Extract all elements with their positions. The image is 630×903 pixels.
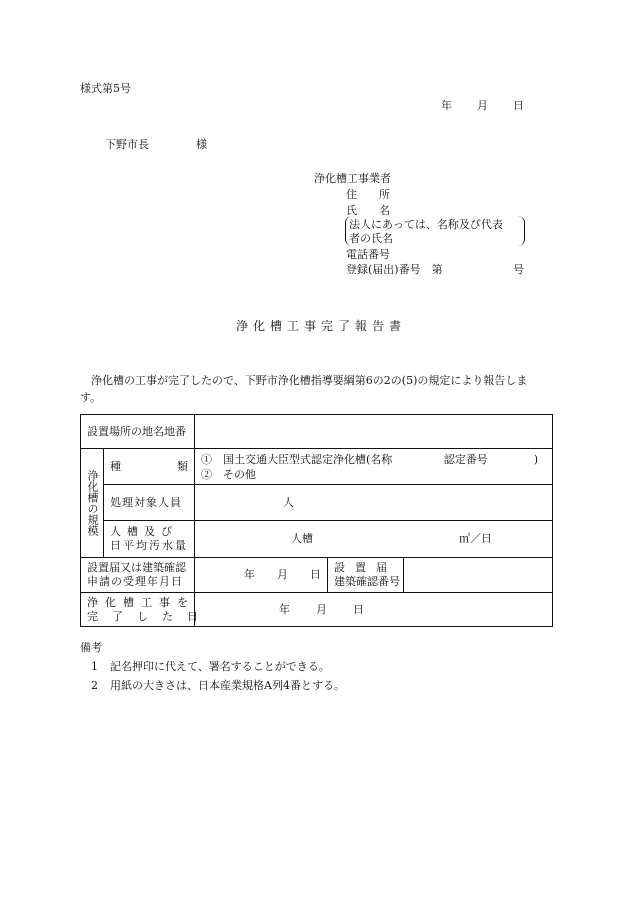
table-row (81, 521, 553, 558)
date-day-label: 日 (513, 99, 524, 112)
completion-day: 日 (353, 602, 364, 616)
building-number-cell[interactable] (404, 558, 553, 593)
contractor-address-label: 住 所 (346, 188, 390, 201)
notice-label (81, 558, 195, 593)
contractor-registration-suffix: 号 (513, 263, 524, 276)
addressee-mayor: 下野市長 (105, 138, 149, 151)
body-text-line1: 浄化槽の工事が完了したので、下野市浄化槽指導要綱第6の2の(5)の規定により報告しま (91, 374, 528, 387)
flow-label (104, 521, 195, 558)
completion-month: 月 (316, 602, 327, 616)
table-row (81, 415, 553, 449)
completion-label (81, 593, 212, 627)
building-label (328, 558, 404, 593)
type-label-a: 種 (110, 459, 121, 473)
notice-label-line1: 設置届又は建築確認 (87, 561, 186, 574)
type-option1-cert: 認定番号 (443, 452, 488, 466)
capacity-unit: 人 (283, 495, 294, 509)
location-value-cell[interactable] (195, 415, 553, 449)
corporate-note-line1: 法人にあっては、名称及び代表 (349, 218, 503, 231)
document-title: 浄化槽工事完了報告書 (236, 319, 407, 333)
building-label-line2: 建築確認番号 (334, 575, 400, 588)
contractor-phone-label: 電話番号 (346, 248, 390, 261)
type-label (104, 449, 195, 485)
note-item-1-text: 記名押印に代えて、署名することができる。 (110, 660, 330, 673)
addressee-honorific: 様 (196, 138, 207, 151)
type-option2: ② その他 (201, 467, 256, 481)
notes-heading: 備考 (80, 641, 102, 654)
flow-label-line2: 日平均汚水量 (110, 539, 188, 552)
table-row (81, 485, 553, 521)
form-number: 様式第5号 (80, 82, 131, 95)
capacity-label: 処理対象人員 (104, 485, 195, 521)
completion-year: 年 (279, 602, 290, 616)
table-row (81, 558, 553, 593)
note-item-2-num: 2 (91, 679, 98, 692)
note-item-1-num: 1 (91, 660, 98, 673)
body-text-line2: す。 (80, 391, 102, 404)
notice-label-line2: 申請の受理年月日 (87, 575, 183, 588)
type-options-cell (195, 449, 553, 485)
scale-group-label: 浄化槽の規模 (81, 449, 104, 558)
note-item-2-text: 用紙の大きさは、日本産業規格A列4番とする。 (110, 679, 345, 692)
date-month-label: 月 (477, 99, 488, 112)
type-option1-prefix: ① 国土交通大臣型式認定浄化槽(名称 (201, 452, 393, 466)
building-label-line1: 設置届 (334, 561, 397, 574)
table-row (81, 593, 553, 627)
table-row (81, 449, 553, 485)
notice-day: 日 (310, 568, 321, 581)
flow-value-cell[interactable] (195, 521, 553, 558)
location-label: 設置場所の地名地番 (81, 415, 195, 449)
notice-year: 年 (244, 568, 255, 581)
notice-month: 月 (277, 568, 288, 581)
contractor-registration-label: 登録(届出)番号 第 (346, 263, 443, 276)
type-option1-close: ) (533, 452, 539, 466)
completion-date-cell[interactable] (195, 593, 553, 627)
notice-date-cell[interactable] (195, 558, 328, 593)
completion-label-line2: 完了した日 (87, 609, 212, 623)
corporate-note-line2: 者の氏名 (349, 232, 393, 245)
date-year-label: 年 (441, 99, 452, 112)
contractor-name-label: 氏 名 (346, 204, 390, 217)
flow-unit2: ㎥／日 (459, 532, 493, 545)
flow-label-line1: 人槽及び (110, 525, 178, 538)
completion-label-line1: 浄化槽工事を (87, 595, 195, 609)
report-table (80, 414, 553, 627)
contractor-heading: 浄化槽工事業者 (314, 172, 391, 185)
flow-unit1: 人槽 (291, 532, 313, 545)
type-label-b: 類 (177, 459, 188, 473)
capacity-value-cell[interactable] (195, 485, 553, 521)
